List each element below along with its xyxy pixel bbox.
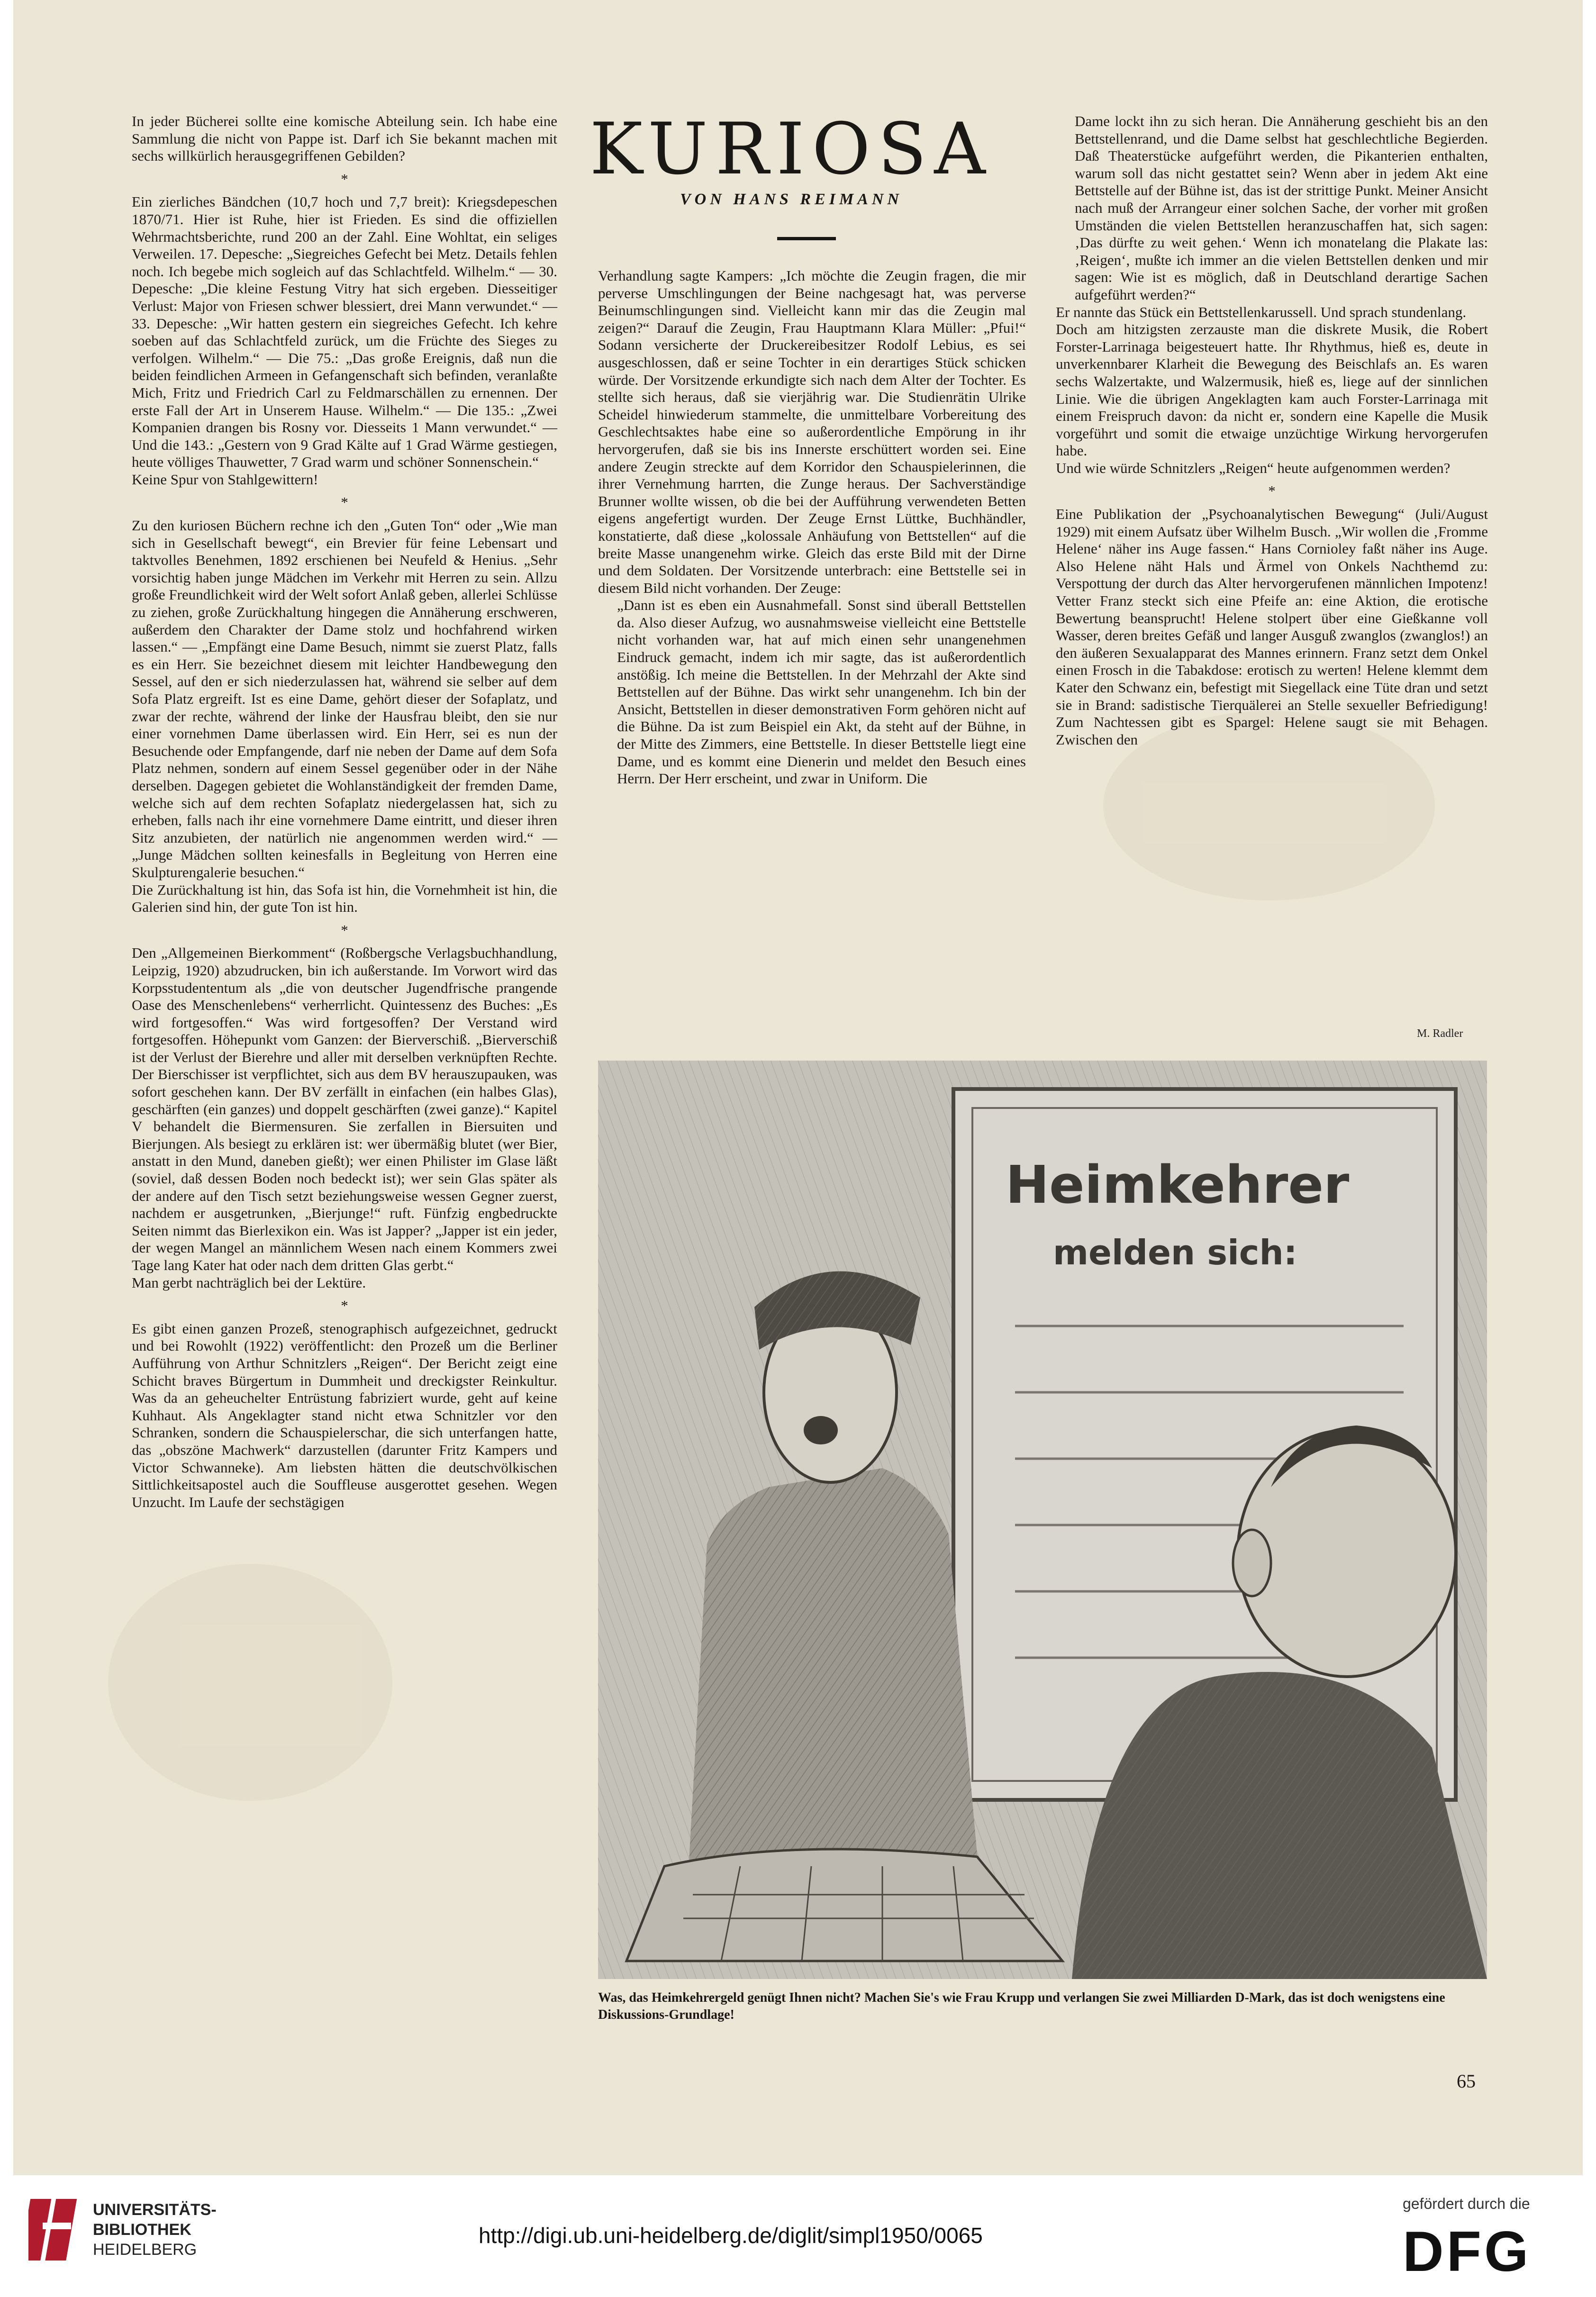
paragraph: Zu den kuriosen Büchern rechne ich den „Guten Ton“ oder „Wie man sich in Gesellschaft bewegt“, ein Brevier für feine Lebensart und taktvolles Benehmen, 1892 erschienen bei Neufeld & Henius. „Sehr vorsichtig haben junge Mädchen im Verkehr mit Herren zu sein. Allzu große Freundlichkeit wird der Welt sofort Anlaß geben, allerlei Schlüsse zu ziehen, große Zurückhaltung hingegen die Annäherung erschweren, außerdem den Charakter der Dame stolz und hochfahrend wirken lassen.“ — „Empfängt eine Dame Besuch, nimmt sie zuerst Platz, falls es ein Herr. Sie bezeichnet diesem mit leichter Handbewegung den Sessel, auf den er sich niederzulassen hat, während sie selber auf dem Sofa Platz ergreift. Ist es eine Dame, gehört dieser der Sofaplatz, und zwar der rechte, während der linke der Hausfrau bleibt, den sie nur einer vornehmen Dame überlassen wird. Ein Herr, sei es nun der Besuchende oder Empfangende, darf nie neben der Dame auf dem Sofa Platz nehmen, sondern auf einem Sessel gegenüber oder in der Nähe derselben. Dagegen gebietet die Wohlanständigkeit der fremden Dame, welche sich auf dem rechten Sofaplatz niedergelassen hat, sich zu erheben, falls nach ihr eine vornehmere Dame eintritt, und dieser ihren Sitz anzubieten, der natürlich nie angenommen werden wird.“ — „Junge Mädchen sollten keinesfalls in Begleitung von Herren eine Skulpturengalerie besuchen.“ (132, 517, 557, 881)
paragraph: Er nannte das Stück ein Bettstellenkarussell. Und sprach stundenlang. (1056, 303, 1467, 320)
institution-line: UNIVERSITÄTS- (93, 2201, 217, 2219)
paragraph: In jeder Bücherei sollte eine komische Abteilung sein. Ich habe eine Sammlung die nicht von Pappe ist. Darf ich Sie bekannt machen mit sechs willkürlich herausgegriffenen Gebilden? (132, 113, 557, 164)
poster-headline: Heimkehrer (1006, 1154, 1350, 1215)
section-separator: * (341, 1297, 348, 1314)
cartoon-illustration (598, 1061, 1487, 1979)
article-middle-column (598, 267, 1026, 788)
cartoon-drawing (598, 1061, 1487, 1979)
illustrator-credit: M. Radler (1417, 1027, 1463, 1040)
poster-subline: melden sich: (1053, 1233, 1297, 1272)
paragraph: Und wie würde Schnitzlers „Reigen“ heute aufgenommen werden? (1056, 459, 1451, 476)
university-library-logo-icon[interactable] (28, 2194, 84, 2265)
article-right-column (1056, 113, 1488, 748)
quoted-testimony: „Dann ist es eben ein Ausnahmefall. Sonst sind überall Bettstellen da. Also dieser Aufzug, wo ausnahmsweise vielleicht eine Bettstelle nicht vorhanden war, hat auf mich einen sehr unangenehmen Eindruck gemacht, indem ich mir sagte, das ist außerordentlich anstößig. Ich meine die Bettstellen. In der Mehrzahl der Akte sind Bettstellen auf der Bühne. Das wirkt sehr unangenehm. Ich bin der Ansicht, Bettstellen in dieser demonstrativen Form gehören nicht auf die Bühne. Da ist zum Beispiel ein Akt, da steht auf der Bühne, in der Mitte des Zimmers, eine Bettstelle. In dieser Bettstelle liegt eine Dame, und es kommt eine Dienerin und meldet den Besuch eines Herrn. Der Herr erscheint, und zwar in Uniform. Die (617, 597, 1026, 787)
section-separator: * (341, 921, 348, 938)
title-rule (777, 237, 836, 240)
paragraph: Man gerbt nachträglich bei der Lektüre. (132, 1274, 366, 1291)
permalink-url[interactable]: http://digi.ub.uni-heidelberg.de/diglit/simpl1950/0065 (479, 2223, 983, 2248)
paper-stain (108, 1564, 392, 1801)
institution-name[interactable] (93, 2200, 217, 2260)
sponsor-label: gefördert durch die (1403, 2195, 1530, 2212)
institution-line: HEIDELBERG (93, 2241, 197, 2259)
quoted-testimony: Dame lockt ihn zu sich heran. Die Annäherung geschieht bis an den Bettstellenrand, und die Dame selbst hat geschlechtliche Begierden. Daß Theaterstücke aufgeführt werden, die Pikanterien enthalten, warum soll das nicht gestattet sein? Wenn aber in jedem Akt eine Bettstelle auf der Bühne ist, das ist der strittige Punkt. Meiner Ansicht nach muß der Arrangeur einer solchen Sache, der vorher mit großen Umständen die vielen Bettstellen heranzuschaffen hat, sich sagen: ‚Das dürfte zu weit gehen.‘ Wenn ich monatelang die Plakate las: ‚Reigen‘, mußte ich immer an die vielen Bettstellen denken und mir sagen: Wie ist es möglich, daß in Deutschland derartige Sachen aufgeführt werden?“ (1075, 113, 1488, 303)
section-separator: * (1268, 482, 1276, 499)
dfg-logo[interactable]: DFG (1403, 2220, 1532, 2283)
article-title: KURIOSA (589, 108, 993, 191)
paragraph: Die Zurückhaltung ist hin, das Sofa ist hin, die Vornehmheit ist hin, die Galerien sind hin, der gute Ton ist hin. (132, 881, 557, 916)
paragraph: Doch am hitzigsten zerzauste man die diskrete Musik, die Robert Forster-Larrinaga beigesteuert hatte. Ihr Rhythmus, hieß es, deute in unverkennbarer Klarheit die Bewegung des Beischlafs an. Es waren sechs Walzertakte, und Walzermusik, hieß es, liege auf der sinnlichen Linie. Wie die übrigen Angeklagten kam auch Forster-Larrinaga mit einem Freispruch davon: da nicht er, sondern eine Kapelle die Musik vorgeführt und somit die etwaige unzüchtige Wirkung hervorgerufen habe. (1056, 321, 1488, 459)
paragraph: Ein zierliches Bändchen (10,7 hoch und 7,7 breit): Kriegsdepeschen 1870/71. Hier ist Ruhe, hier ist Frieden. Es sind die offiziellen Wehrmachtsberichte, rund 200 an der Zahl. Eine Wohltat, ein seliges Verweilen. 17. Depesche: „Siegreiches Gefecht bei Metz. Details fehlen noch. Ich begebe mich sogleich auf das Schlachtfeld. Wilhelm.“ — 30. Depesche: „Die kleine Festung Vitry hat sich ergeben. Diesseitiger Verlust: Major von Friesen schwer blessiert, drei Mann verwundet.“ — 33. Depesche: „Wir hatten gestern ein siegreiches Gefecht. Ich kehre soeben auf das Schlachtfeld zurück, um die Früchte des Sieges zu verfolgen. Wilhelm.“ — Die 75.: „Das große Ereignis, daß nun die beiden feindlichen Armeen in Gefangenschaft sich befinden, veranlaßte Mich, Fritz und Friedrich Carl zu Feldmarschällen zu ernennen. Der erste Fall der Art in Unserem Hause. Wilhelm.“ — Die 135.: „Zwei Kompanien drangen bis Rosny vor. Diesseits 1 Mann verwundet.“ — Und die 143.: „Gestern von 9 Grad Kälte auf 1 Grad Wärme gestiegen, heute völliges Thauwetter, 7 Grad warm und schöner Sonnenschein.“ (132, 193, 557, 471)
digitization-footer (0, 2175, 1596, 2297)
paragraph: Es gibt einen ganzen Prozeß, stenographisch aufgezeichnet, gedruckt und bei Rowohlt (1922) veröffentlicht: den Prozeß um die Berliner Aufführung von Arthur Schnitzlers „Reigen“. Der Bericht zeigt eine Schicht braves Bürgertum in Dummheit und dreckigster Reinkultur. Was da an geheuchelter Entrüstung fabriziert wurde, geht auf keine Kuhhaut. Als Angeklagter stand nicht etwa Schnitzler vor den Schranken, sondern die Schauspielerschar, die sich unterfangen hatte, das „obszöne Machwerk“ darzustellen (darunter Fritz Kampers und Victor Schwanneke). Am liebsten hätten die deutschvölkischen Sittlichkeitsapostel auch die Souffleuse ausgerottet gesehen. Wegen Unzucht. Im Laufe der sechstägigen (132, 1320, 557, 1510)
cartoon-caption: Was, das Heimkehrergeld genügt Ihnen nicht? Machen Sie's wie Frau Krupp und verlangen Sie zwei Milliarden D-Mark, das ist doch wenigstens eine Diskussions-Grundlage! (598, 1990, 1445, 2022)
section-separator: * (341, 170, 348, 187)
institution-line: BIBLIOTHEK (93, 2221, 191, 2239)
page-number: 65 (1457, 2070, 1476, 2092)
section-separator: * (341, 494, 348, 511)
paragraph: Verhandlung sagte Kampers: „Ich möchte die Zeugin fragen, die mir perverse Umschlingungen der Beine nachgesagt hat, was perverse Beinumschlingungen sind. Vielleicht kann mir das die Zeugin mal zeigen?“ Darauf die Zeugin, Frau Hauptmann Klara Müller: „Pfui!“ Sodann versicherte der Druckereibesitzer Rodolf Lebius, es sei ausgeschlossen, daß er seine Tochter in ein derartiges Stück schicken würde. Der Vorsitzende erkundigte sich nach dem Alter der Tochter. Es stellte sich heraus, daß sie vierjährig war. Die Studienrätin Ulrike Scheidel hinwiederum stammelte, die unmittelbare Vorbereitung des Geschlechtsaktes habe eine so außerordentliche Empörung in ihr hervorgerufen, daß sie bis ins Innerste erschüttert worden sei. Eine andere Zeugin streckte auf dem Korridor den Schauspielerinnen, die ihrer Vernehmung harrten, die Zunge heraus. Der Sachverständige Brunner wollte wissen, ob die bei der Aufführung verwendeten Betten eigens angefertigt wurden. Der Zeuge Ernst Lüttke, Buchhändler, konstatierte, daß diese „kolossale Anhäufung von Bettstellen“ auf die breite Masse unangenehm wirke. Gleich das erste Bild mit der Dirne und dem Soldaten. Der Vorsitzende unterbrach: eine Bettstelle sei in diesem Bild nicht vorhanden. Der Zeuge: (598, 267, 1026, 596)
paragraph: Eine Publikation der „Psychoanalytischen Bewegung“ (Juli/August 1929) mit einem Aufsatz über Wilhelm Busch. „Wir wollen die ‚Fromme Helene‘ näher ins Auge fassen.“ Hans Cornioley faßt näher ins Auge. Also Helene näht Hals und Ärmel von Onkels Nachthemd zu: Verspottung der durch das Alter hervorgerufenen männlichen Impotenz! Vetter Franz steckt sich eine Pfeife an: eine Aktion, die erotische Bewertung beansprucht! Helene stolpert über eine Gießkanne voll Wasser, deren breites Gefäß und langer Ausguß zwanglos (zwanglos!) an den äußeren Sexualapparat des Mannes erinnern. Franz setzt dem Onkel einen Frosch in die Tabakdose: erotisch zu werten! Helene klemmt dem Kater den Schwanz ein, befestigt mit Siegellack eine Tüte dran und setzt sie in Brand: sadistische Tierquälerei an Stelle sexueller Befriedigung! Zum Nachtessen gibt es Spargel: Helene saugt sie mit Behagen. Zwischen den (1056, 506, 1488, 748)
paragraph: Den „Allgemeinen Bierkomment“ (Roßbergsche Verlagsbuchhandlung, Leipzig, 1920) abzudrucken, bin ich außerstande. Im Vorwort wird das Korpsstudententum als „die von deutscher Jugendfrische prangende Oase des Menschenlebens“ verherrlicht. Quintessenz des Buches: „Es wird fortgesoffen.“ Was wird fortgesoffen? Der Verstand wird fortgesoffen. Höhepunkt vom Ganzen: der Bierverschiß. „Bierverschiß ist der Verlust der Bierehre und aller mit derselben verknüpften Rechte. Der Bierschisser ist verpflichtet, sich aus dem BV herauszupauken, was sofort geschehen kann. Der BV zerfällt in einfachen (ein halbes Glas), geschärften (ein ganzes) und doppelt geschärften (zwei ganze).“ Kapitel V behandelt die Biermensuren. Sie zerfallen in Biersuiten und Bierjungen. Als besiegt zu erklären ist: wer übermäßig blutet (wer Bier, anstatt in den Mund, daneben gießt); wer einen Philister im Glase läßt (soviel, daß dessen Boden noch bedeckt ist); wer sein Glas später als der andere auf den Tisch setzt beziehungsweise wessen Gegner zuerst, nachdem er ausgetrunken, „Bierjunge!“ ruft. Fünfzig engbedruckte Seiten nimmt das Bierlexikon ein. Was ist Japper? „Japper ist ein jeder, der wegen Mangel an männlichem Wesen nach einem Kommers zwei Tage lang Kater hat oder nach dem dritten Glas gerbt.“ (132, 944, 557, 1273)
article-byline: VON HANS REIMANN (680, 191, 903, 208)
article-left-column (132, 113, 557, 1511)
paragraph: Keine Spur von Stahlgewittern! (132, 471, 318, 488)
